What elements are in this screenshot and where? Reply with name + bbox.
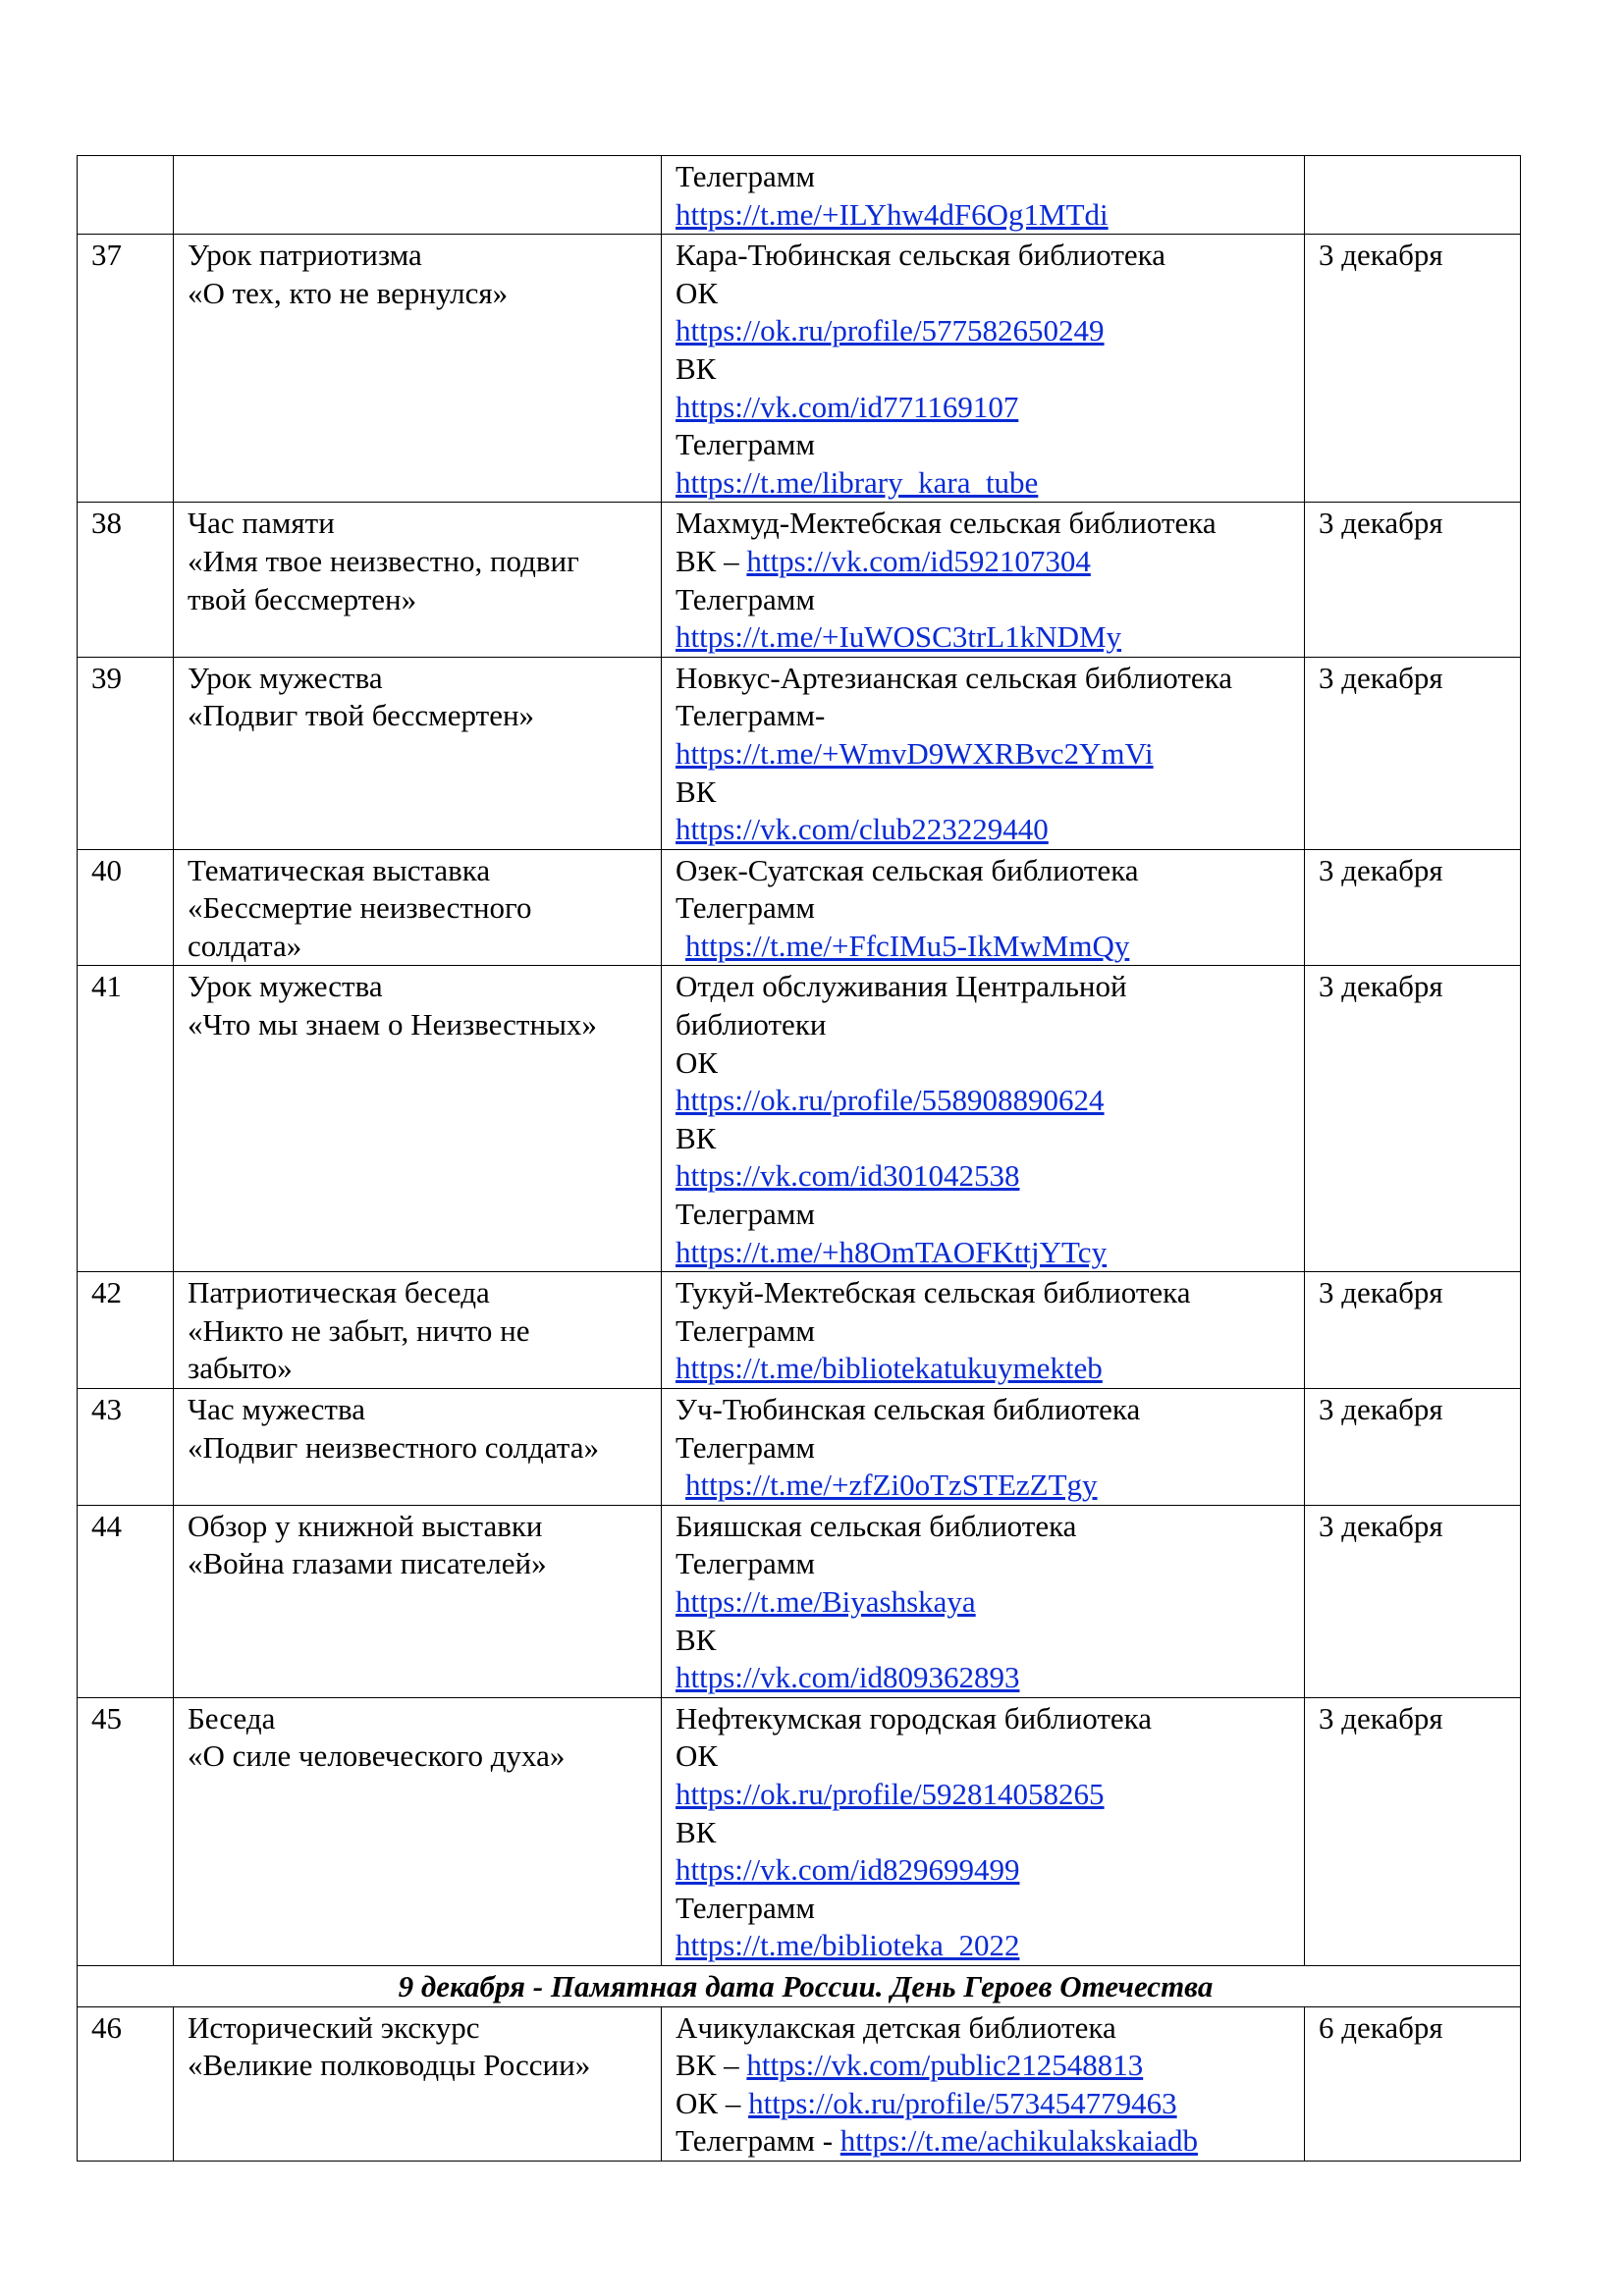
table-row <box>78 235 1521 503</box>
place-line <box>676 464 1304 503</box>
place-line <box>676 1737 1304 1776</box>
social-link[interactable]: https://t.me/+FfcIMu5-IkMwMmQy <box>685 928 1130 963</box>
social-link[interactable]: https://ok.ru/profile/592814058265 <box>676 1776 1105 1811</box>
event-date: 3 декабря <box>1305 1389 1521 1506</box>
place-cell <box>662 2006 1305 2161</box>
place-line <box>676 1274 1304 1312</box>
social-link[interactable]: https://vk.com/id301042538 <box>676 1158 1020 1194</box>
place-line <box>676 158 1304 196</box>
event-text: «Подвиг неизвестного солдата» <box>188 1429 599 1465</box>
place-text: Телеграмм - <box>676 2123 840 2159</box>
place-cell <box>662 1272 1305 1389</box>
place-line <box>676 1659 1304 1697</box>
table-row <box>78 2006 1521 2161</box>
place-line <box>676 426 1304 464</box>
row-number: 45 <box>78 1697 174 1965</box>
event-text: «Бессмертие неизвестного <box>188 890 532 926</box>
place-text: ОК <box>676 1738 719 1774</box>
event-text: Час памяти <box>188 506 335 541</box>
place-text: Телеграмм <box>676 890 815 926</box>
event-date: 3 декабря <box>1305 1505 1521 1697</box>
place-text: Уч-Тюбинская сельская библиотека <box>676 1392 1141 1426</box>
place-text: библиотеки <box>676 1007 827 1042</box>
event-cell <box>174 1505 662 1697</box>
place-text: ОК – <box>676 2085 749 2120</box>
place-line <box>676 697 1304 735</box>
place-cell <box>662 657 1305 849</box>
place-line <box>676 1044 1304 1083</box>
event-text: твой бессмертен» <box>188 581 417 616</box>
section-heading: 9 декабря - Памятная дата России. День Героев Отечества <box>78 1965 1521 2006</box>
event-text: «Что мы знаем о Неизвестных» <box>188 1007 597 1042</box>
place-text: ОК <box>676 275 719 310</box>
place-cell <box>662 966 1305 1272</box>
event-cell <box>174 2006 662 2161</box>
row-number: 43 <box>78 1389 174 1506</box>
social-link[interactable]: https://t.me/+zfZi0oTzSTEzZTgy <box>685 1468 1098 1503</box>
event-text: Исторический экскурс <box>188 2009 480 2045</box>
social-link[interactable]: https://t.me/+IuWOSC3trL1kNDMy <box>676 619 1122 655</box>
social-link[interactable]: https://vk.com/id809362893 <box>676 1660 1020 1695</box>
place-line <box>676 889 1304 928</box>
social-link[interactable]: https://t.me/+WmvD9WXRBvc2YmVi <box>676 735 1154 771</box>
event-date <box>1305 156 1521 235</box>
section-row <box>78 1965 1521 2006</box>
place-line <box>676 618 1304 657</box>
social-link[interactable]: https://vk.com/club223229440 <box>676 812 1049 847</box>
event-date: 3 декабря <box>1305 849 1521 966</box>
social-link[interactable]: https://vk.com/id829699499 <box>676 1852 1020 1888</box>
event-cell <box>174 503 662 657</box>
event-text: «Имя твое неизвестно, подвиг <box>188 543 579 578</box>
place-line <box>676 350 1304 389</box>
row-number: 37 <box>78 235 174 503</box>
place-text: Новкус-Артезианская сельская библиотека <box>676 660 1232 695</box>
event-text: Час мужества <box>188 1392 365 1426</box>
place-line <box>676 1429 1304 1468</box>
place-line <box>676 2122 1304 2161</box>
row-number: 38 <box>78 503 174 657</box>
event-text: «О тех, кто не вернулся» <box>188 275 509 310</box>
row-number: 42 <box>78 1272 174 1389</box>
event-cell <box>174 966 662 1272</box>
place-text: Бияшская сельская библиотека <box>676 1508 1077 1543</box>
table-row <box>78 1697 1521 1965</box>
place-text: Озек-Суатская сельская библиотека <box>676 852 1139 887</box>
place-cell <box>662 235 1305 503</box>
place-line <box>676 2047 1304 2085</box>
place-line <box>676 1890 1304 1928</box>
place-text: Телеграмм <box>676 1312 815 1348</box>
place-text: ВК – <box>676 543 747 578</box>
event-text: «Никто не забыт, ничто не <box>188 1312 530 1348</box>
event-text: солдата» <box>188 928 302 963</box>
place-text: ВК – <box>676 2048 747 2083</box>
table-row <box>78 849 1521 966</box>
event-text: забыто» <box>188 1351 293 1386</box>
place-text: Телеграмм <box>676 1429 815 1465</box>
place-cell <box>662 1697 1305 1965</box>
place-text: Махмуд-Мектебская сельская библиотека <box>676 506 1217 541</box>
place-cell <box>662 503 1305 657</box>
place-line <box>676 312 1304 350</box>
table-row <box>78 503 1521 657</box>
social-link[interactable]: https://t.me/library_kara_tube <box>676 464 1039 500</box>
event-text: «Великие полководцы России» <box>188 2048 591 2083</box>
place-text: ВК <box>676 1622 717 1657</box>
event-text: Тематическая выставка <box>188 852 491 887</box>
place-text: ВК <box>676 774 717 809</box>
event-date: 3 декабря <box>1305 503 1521 657</box>
place-text: Телеграмм <box>676 1890 815 1925</box>
social-link[interactable]: https://t.me/+h8OmTAOFKttjYTcy <box>676 1234 1108 1269</box>
place-line <box>676 1467 1304 1505</box>
row-number: 39 <box>78 657 174 849</box>
event-cell <box>174 156 662 235</box>
place-line <box>676 1700 1304 1738</box>
event-date: 3 декабря <box>1305 1272 1521 1389</box>
place-line <box>676 581 1304 619</box>
place-text: Телеграмм <box>676 1197 815 1232</box>
place-line <box>676 660 1304 698</box>
row-number: 46 <box>78 2006 174 2161</box>
event-text: «О силе человеческого духа» <box>188 1738 566 1774</box>
place-text: Ачикулакская детская библиотека <box>676 2009 1116 2045</box>
place-text: Телеграмм <box>676 159 815 193</box>
place-text: Нефтекумская городская библиотека <box>676 1700 1152 1735</box>
place-line <box>676 275 1304 313</box>
social-link[interactable]: https://vk.com/id592107304 <box>746 543 1091 578</box>
row-number: 44 <box>78 1505 174 1697</box>
social-link[interactable]: https://ok.ru/profile/558908890624 <box>676 1083 1105 1118</box>
place-cell <box>662 156 1305 235</box>
event-text: Урок патриотизма <box>188 238 422 273</box>
row-number: 41 <box>78 966 174 1272</box>
place-text: Тукуй-Мектебская сельская библиотека <box>676 1275 1191 1310</box>
event-text: Урок мужества <box>188 660 383 695</box>
social-link[interactable]: https://ok.ru/profile/577582650249 <box>676 313 1105 348</box>
event-text: «Война глазами писателей» <box>188 1546 547 1581</box>
social-link[interactable]: https://t.me/biblioteka_2022 <box>676 1928 1020 1963</box>
place-line <box>676 1312 1304 1351</box>
event-date: 3 декабря <box>1305 966 1521 1272</box>
event-cell <box>174 235 662 503</box>
place-line <box>676 2085 1304 2123</box>
place-line <box>676 1508 1304 1546</box>
place-line <box>676 1545 1304 1583</box>
place-text: Телеграмм <box>676 1546 815 1581</box>
place-cell <box>662 1389 1305 1506</box>
place-line <box>676 1196 1304 1234</box>
table-row <box>78 1272 1521 1389</box>
place-text: Телеграмм <box>676 581 815 616</box>
place-line <box>676 1006 1304 1044</box>
event-date: 6 декабря <box>1305 2006 1521 2161</box>
place-text: ВК <box>676 1120 717 1155</box>
place-line <box>676 389 1304 427</box>
place-text: Кара-Тюбинская сельская библиотека <box>676 238 1166 273</box>
place-line <box>676 928 1304 966</box>
place-line <box>676 237 1304 275</box>
event-cell <box>174 657 662 849</box>
social-link[interactable]: https://vk.com/public212548813 <box>746 2048 1144 2083</box>
place-line <box>676 1082 1304 1120</box>
place-line <box>676 1622 1304 1660</box>
social-link[interactable]: https://t.me/bibliotekatukuymekteb <box>676 1351 1103 1386</box>
events-table-body <box>78 156 1521 2162</box>
place-line <box>676 968 1304 1006</box>
event-text: Беседа <box>188 1700 276 1735</box>
social-link[interactable]: https://t.me/+ILYhw4dF6Og1MTdi <box>676 196 1109 232</box>
row-number <box>78 156 174 235</box>
event-date: 3 декабря <box>1305 1697 1521 1965</box>
place-line <box>676 852 1304 890</box>
place-line <box>676 1583 1304 1622</box>
event-cell <box>174 1272 662 1389</box>
place-line <box>676 196 1304 235</box>
place-line <box>676 774 1304 812</box>
event-date: 3 декабря <box>1305 657 1521 849</box>
place-line <box>676 1814 1304 1852</box>
event-text: Урок мужества <box>188 969 383 1004</box>
place-line <box>676 1927 1304 1965</box>
place-text: Телеграмм- <box>676 698 826 733</box>
place-cell <box>662 849 1305 966</box>
place-line <box>676 2009 1304 2048</box>
event-text: Патриотическая беседа <box>188 1275 490 1310</box>
table-row <box>78 966 1521 1272</box>
event-text: «Подвиг твой бессмертен» <box>188 698 535 733</box>
event-text: Обзор у книжной выставки <box>188 1508 543 1543</box>
place-text: ВК <box>676 350 717 386</box>
row-number: 40 <box>78 849 174 966</box>
social-link[interactable]: https://ok.ru/profile/573454779463 <box>748 2085 1177 2120</box>
social-link[interactable]: https://t.me/Biyashskaya <box>676 1583 976 1619</box>
place-line <box>676 811 1304 849</box>
place-line <box>676 1851 1304 1890</box>
place-line <box>676 1234 1304 1272</box>
events-table <box>77 155 1521 2162</box>
table-row <box>78 1389 1521 1506</box>
place-cell <box>662 1505 1305 1697</box>
place-line <box>676 1350 1304 1388</box>
event-date: 3 декабря <box>1305 235 1521 503</box>
place-line <box>676 1157 1304 1196</box>
social-link[interactable]: https://t.me/achikulakskaiadb <box>839 2123 1198 2159</box>
event-cell <box>174 1389 662 1506</box>
place-text: ОК <box>676 1044 719 1080</box>
social-link[interactable]: https://vk.com/id771169107 <box>676 389 1019 424</box>
place-line <box>676 1391 1304 1429</box>
table-row <box>78 156 1521 235</box>
place-line <box>676 1120 1304 1158</box>
place-text: Отдел обслуживания Центральной <box>676 969 1127 1004</box>
table-row <box>78 1505 1521 1697</box>
place-text: Телеграмм <box>676 427 815 462</box>
place-line <box>676 735 1304 774</box>
table-row <box>78 657 1521 849</box>
event-cell <box>174 1697 662 1965</box>
place-text: ВК <box>676 1814 717 1849</box>
place-line <box>676 505 1304 543</box>
place-line <box>676 1776 1304 1814</box>
place-line <box>676 543 1304 581</box>
event-cell <box>174 849 662 966</box>
